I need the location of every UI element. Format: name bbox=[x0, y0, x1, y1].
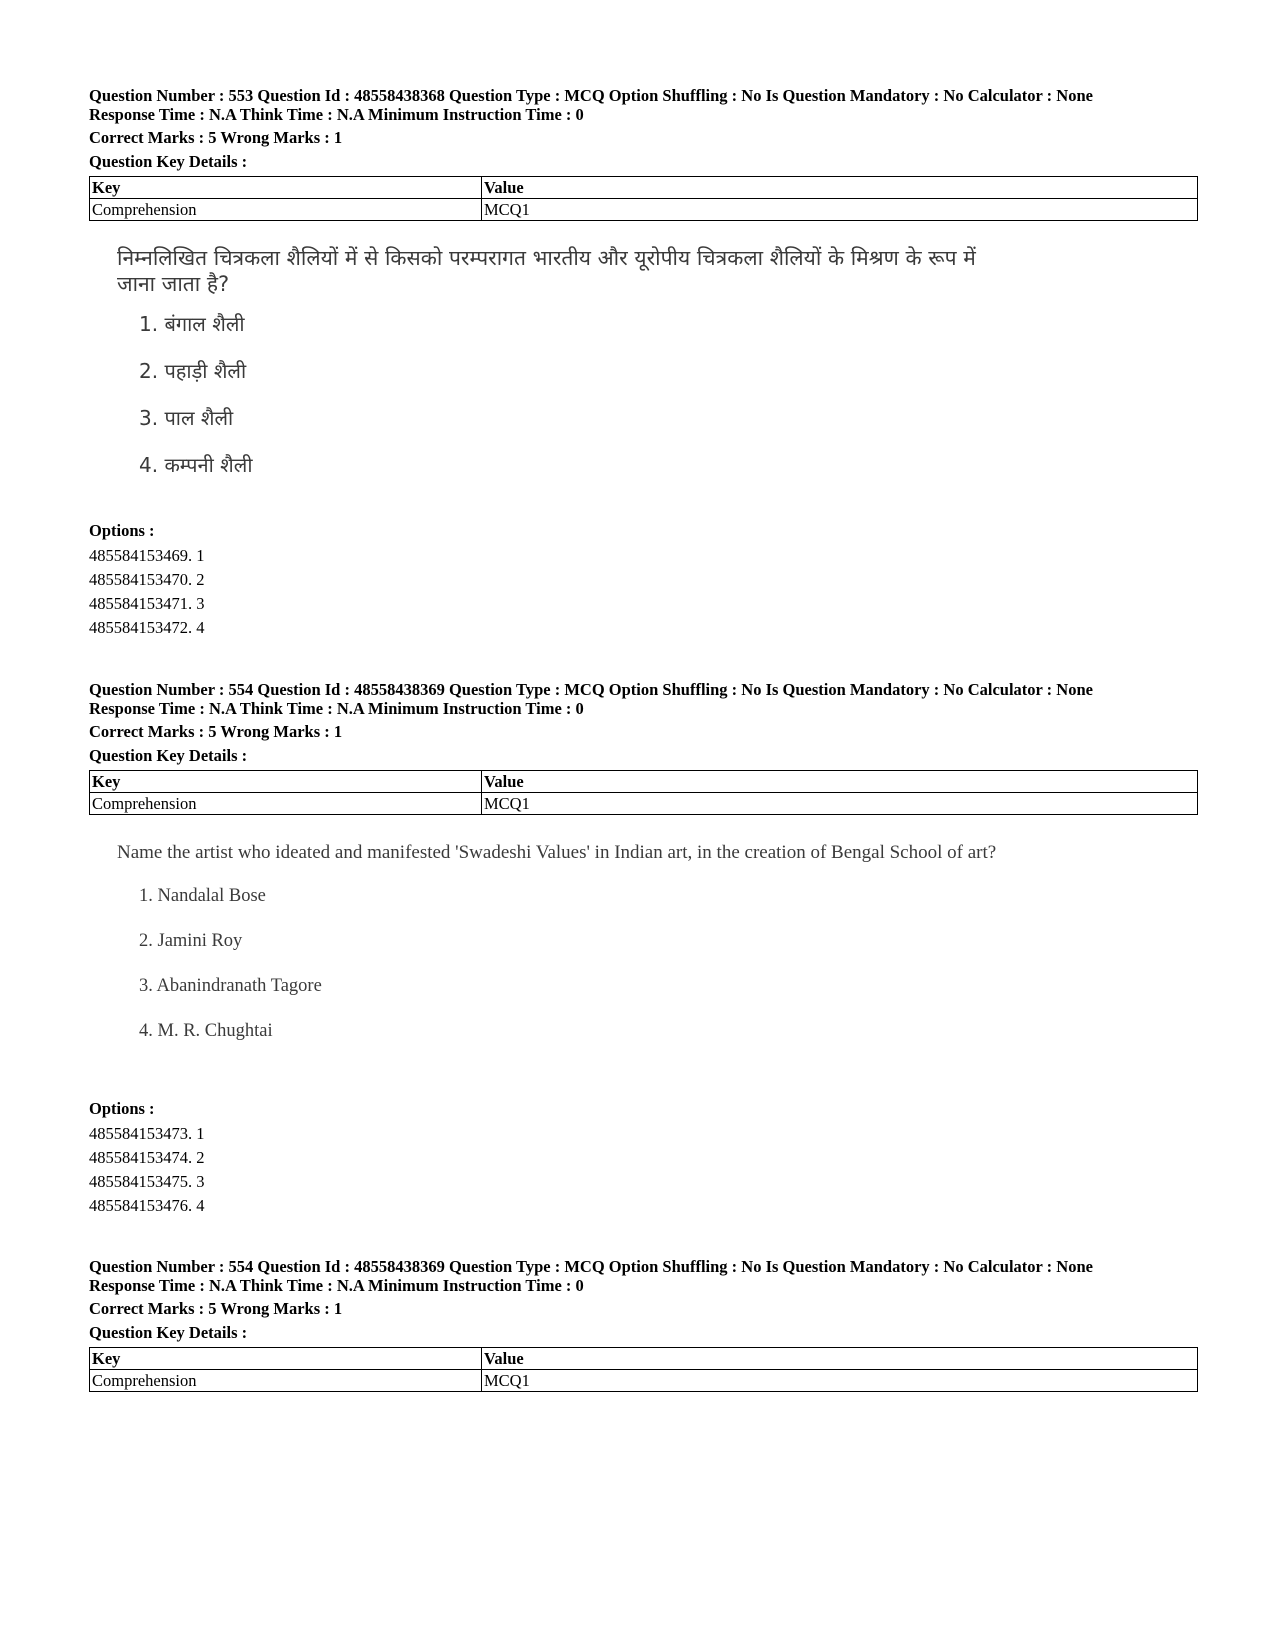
question-choices bbox=[89, 311, 1198, 499]
table-row bbox=[90, 199, 1198, 221]
key-details-label: Question Key Details : bbox=[89, 1323, 248, 1342]
question-timing-line: Response Time : N.A Think Time : N.A Minimum Instruction Time : 0 bbox=[89, 1276, 584, 1295]
question-meta-line: Question Number : 554 Question Id : 48558438369 Question Type : MCQ Option Shuffling : No Is Question Mandatory : No Calculator : None bbox=[89, 1257, 1093, 1276]
marks-line: Correct Marks : 5 Wrong Marks : 1 bbox=[89, 722, 343, 741]
option-item: 485584153474. 2 bbox=[89, 1148, 205, 1167]
option-item: 485584153475. 3 bbox=[89, 1172, 205, 1191]
question-timing-line: Response Time : N.A Think Time : N.A Minimum Instruction Time : 0 bbox=[89, 105, 584, 124]
table-cell: Comprehension bbox=[90, 793, 482, 815]
table-row bbox=[90, 1370, 1198, 1392]
choice-item: 2. Jamini Roy bbox=[139, 931, 243, 951]
option-item: 485584153470. 2 bbox=[89, 570, 205, 589]
choice-item: 4. M. R. Chughtai bbox=[139, 1021, 273, 1041]
choice-item: 1. बंगाल शैली bbox=[139, 312, 245, 336]
choice-item: 3. पाल शैली bbox=[139, 406, 234, 430]
table-header-row bbox=[90, 771, 1198, 793]
question-image bbox=[89, 841, 1198, 1063]
question-text: Name the artist who ideated and manifested 'Swadeshi Values' in Indian art, in the creation of Bengal School of art? bbox=[117, 842, 997, 863]
choice-item: 4. कम्पनी शैली bbox=[139, 453, 253, 477]
table-cell: MCQ1 bbox=[482, 793, 1198, 815]
table-header-row bbox=[90, 177, 1198, 199]
table-cell: Comprehension bbox=[90, 1370, 482, 1392]
table-header-cell: Value bbox=[482, 1348, 1198, 1370]
option-item: 485584153469. 1 bbox=[89, 546, 205, 565]
question-meta-line: Question Number : 554 Question Id : 48558438369 Question Type : MCQ Option Shuffling : No Is Question Mandatory : No Calculator : None bbox=[89, 680, 1093, 699]
question-block-554-repeat bbox=[89, 1257, 1198, 1392]
options-section-554 bbox=[89, 1099, 1198, 1218]
option-item: 485584153476. 4 bbox=[89, 1196, 205, 1215]
table-row bbox=[90, 793, 1198, 815]
question-block-553 bbox=[89, 86, 1198, 499]
table-header-cell: Value bbox=[482, 771, 1198, 793]
marks-line: Correct Marks : 5 Wrong Marks : 1 bbox=[89, 128, 343, 147]
table-header-cell: Key bbox=[90, 1348, 482, 1370]
question-block-554 bbox=[89, 680, 1198, 1063]
table-header-row bbox=[90, 1348, 1198, 1370]
option-item: 485584153473. 1 bbox=[89, 1124, 205, 1143]
table-cell: MCQ1 bbox=[482, 1370, 1198, 1392]
key-details-table bbox=[89, 176, 1198, 221]
options-section-553 bbox=[89, 521, 1198, 640]
option-item: 485584153472. 4 bbox=[89, 618, 205, 637]
table-cell: MCQ1 bbox=[482, 199, 1198, 221]
table-header-cell: Value bbox=[482, 177, 1198, 199]
key-details-table bbox=[89, 770, 1198, 815]
key-details-label: Question Key Details : bbox=[89, 746, 248, 765]
key-details-label: Question Key Details : bbox=[89, 152, 248, 171]
marks-line: Correct Marks : 5 Wrong Marks : 1 bbox=[89, 1299, 343, 1318]
choice-item: 2. पहाड़ी शैली bbox=[139, 359, 247, 383]
question-text: निम्नलिखित चित्रकला शैलियों में से किसको परम्परागत भारतीय और यूरोपीय चित्रकला शैलियों के मिश्रण के रूप में जाना जाता है? bbox=[117, 246, 976, 296]
choice-item: 1. Nandalal Bose bbox=[139, 886, 266, 906]
options-label: Options : bbox=[89, 521, 155, 540]
options-label: Options : bbox=[89, 1099, 155, 1118]
table-header-cell: Key bbox=[90, 177, 482, 199]
question-choices bbox=[89, 883, 1198, 1063]
question-timing-line: Response Time : N.A Think Time : N.A Minimum Instruction Time : 0 bbox=[89, 699, 584, 718]
table-header-cell: Key bbox=[90, 771, 482, 793]
option-item: 485584153471. 3 bbox=[89, 594, 205, 613]
question-image bbox=[89, 245, 1198, 499]
question-meta-line: Question Number : 553 Question Id : 48558438368 Question Type : MCQ Option Shuffling : No Is Question Mandatory : No Calculator : None bbox=[89, 86, 1093, 105]
choice-item: 3. Abanindranath Tagore bbox=[139, 976, 322, 996]
key-details-table bbox=[89, 1347, 1198, 1392]
table-cell: Comprehension bbox=[90, 199, 482, 221]
